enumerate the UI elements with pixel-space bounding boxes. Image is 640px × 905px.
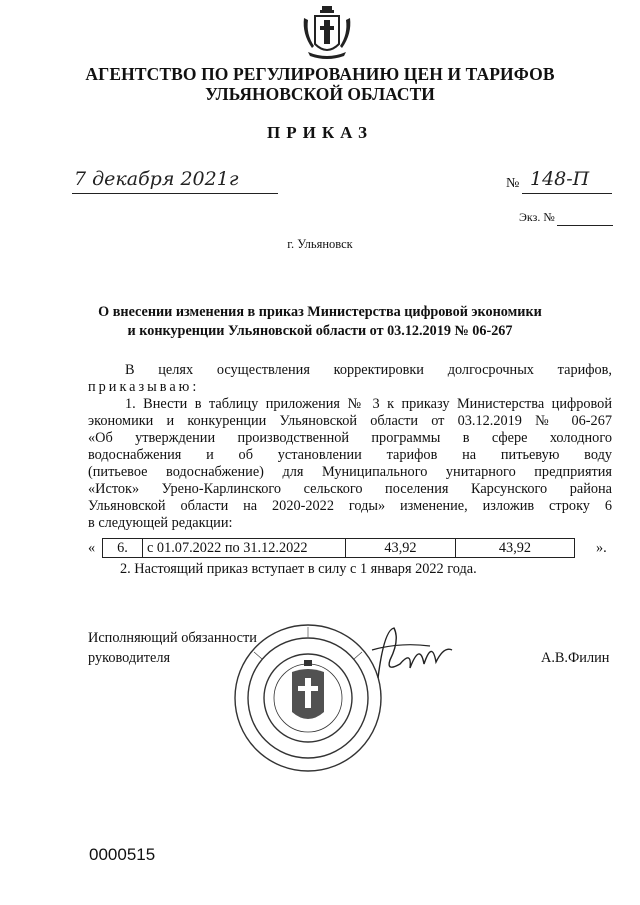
table-cell-row-number: 6. <box>103 539 143 558</box>
preamble-line: В целях осуществления корректировки долгосрочных тарифов, <box>125 362 612 378</box>
agency-name-line1: АГЕНТСТВО ПО РЕГУЛИРОВАНИЮ ЦЕН И ТАРИФОВ <box>85 64 555 84</box>
table-cell-period: с 01.07.2022 по 31.12.2022 <box>143 539 346 558</box>
handwritten-signature <box>360 620 460 690</box>
order-title: ПРИКАЗ <box>267 123 373 142</box>
item1-line: Ульяновской области на 2020-2022 годы» изменение, изложив строку 6 <box>88 498 612 514</box>
signatory-role-line2: руководителя <box>88 650 171 666</box>
item1-line: 1. Внести в таблицу приложения № 3 к приказу Министерства цифровой <box>125 396 612 412</box>
paragraph-item-2: 2. Настоящий приказ вступает в силу с 1 января 2022 года. <box>120 561 477 577</box>
order-number: 148-П <box>530 168 590 190</box>
paragraph-item-1 <box>88 396 612 532</box>
date-underline <box>72 193 278 194</box>
copy-number-label: Экз. № <box>519 210 555 224</box>
number-underline <box>522 193 612 194</box>
table-row <box>103 539 575 558</box>
paragraph-preamble <box>88 362 612 396</box>
item1-line: «Исток» Урено-Карлинского сельского поселения Карсунского района <box>88 481 612 497</box>
city: г. Ульяновск <box>287 237 353 251</box>
document-serial-number: 0000515 <box>89 845 156 864</box>
item1-line: «Об утверждении производственной программы в сфере холодного <box>88 430 612 446</box>
coat-of-arms-emblem <box>300 4 354 62</box>
order-word: приказываю: <box>88 379 200 395</box>
subject-line1: О внесении изменения в приказ Министерства цифровой экономики <box>98 304 542 320</box>
number-prefix: № <box>506 176 520 191</box>
table-cell-tariff: 43,92 <box>456 539 575 558</box>
item1-line: экономики и конкуренции Ульяновской области от 03.12.2019 № 06-267 <box>88 413 612 429</box>
subject-line2: и конкуренции Ульяновской области от 03.12.2019 № 06-267 <box>127 323 513 339</box>
agency-name-line2: УЛЬЯНОВСКОЙ ОБЛАСТИ <box>205 84 435 104</box>
item1-line: в следующей редакции: <box>88 515 233 531</box>
order-date: 7 декабря 2021г <box>74 168 239 190</box>
signatory-role-line1: Исполняющий обязанности <box>88 630 257 646</box>
quote-close: ». <box>596 540 607 556</box>
table-cell-tariff: 43,92 <box>346 539 456 558</box>
quote-open: « <box>88 540 96 556</box>
item1-line: (питьевое водоснабжение) для Муниципального унитарного предприятия <box>88 464 612 480</box>
tariff-table <box>102 538 575 558</box>
signatory-name: А.В.Филин <box>541 650 610 666</box>
item1-line: водоснабжения и об установлении тарифов на питьевую воду <box>88 447 612 463</box>
copy-number-underline <box>557 225 613 226</box>
